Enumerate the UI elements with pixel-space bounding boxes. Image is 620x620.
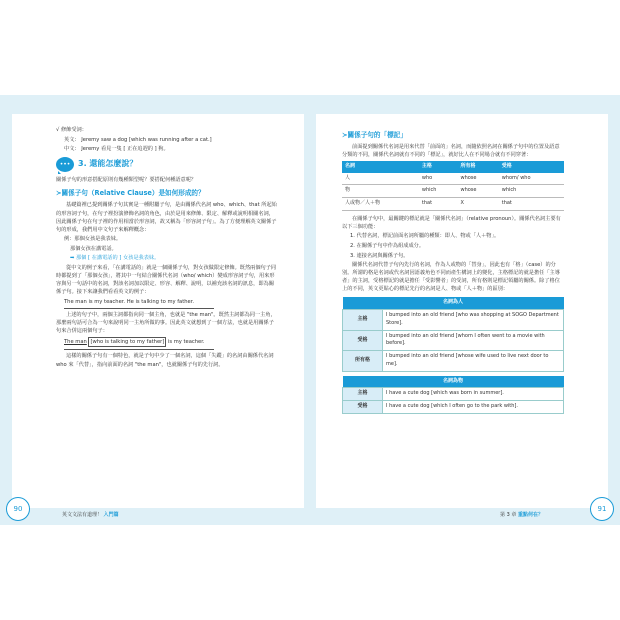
example-label: √ 修飾受詞： <box>56 127 87 133</box>
table-header: 名詞 <box>342 161 419 173</box>
right-page <box>316 114 608 513</box>
paragraph: 在關係子句中，最關鍵的標記就是「關係代名詞」（relative pronoun）。關係代名詞主要有以下三個功能： <box>342 215 561 230</box>
table-caption: 名詞為物 <box>343 376 564 388</box>
chinese-example: 中文： Jeremy 看見一隻 [ 正在追趕的 ] 狗。 <box>64 146 169 153</box>
function-item: 1. 代替名詞，標記前面名詞所屬的種類：即人、物或「人＋物」。 <box>350 233 500 240</box>
subsection-title: ≻關係子句（Relative Clause）是如何形成的？ <box>56 189 205 198</box>
page-number: 90 <box>6 497 30 521</box>
table-row: 主格 I bumped into an old friend [who was shopping at SOGO Department Store]. <box>343 310 564 331</box>
page-number: 91 <box>590 497 614 521</box>
section-title: 3. 還能怎麼說？ <box>78 159 138 169</box>
table-row: 受格 I bumped into an old friend [whom I often went to a movie with before]. <box>343 330 564 351</box>
english-example: 英文： Jeremy saw a dog [which was running after a cat.] <box>64 136 212 143</box>
paragraph: 前面提到關係代名詞是用來代替「前面的」名詞，而隨依照名詞在關係子句中的位置及語意分類的不同，關係代名詞就有不同的「標記」，就好比人在不同場合就有不同穿著： <box>342 144 560 159</box>
speech-bubble-icon: ••• <box>56 157 74 172</box>
table-row: 主格 I have a cute dog [which was born in summer]. <box>343 388 564 401</box>
left-page <box>12 114 304 513</box>
thing-noun-table <box>342 376 564 414</box>
person-noun-table <box>342 297 564 371</box>
function-item: 3. 連接名詞與關係子句。 <box>350 252 409 259</box>
table-caption: 名詞為人 <box>343 297 564 309</box>
example-line: 例：那個女孩是我表妹。 <box>64 236 122 243</box>
example-result: ➡ 那個 [ 在講電話的 ] 女孩是我表妹。 <box>70 255 160 262</box>
table-header: 主格 <box>419 161 458 173</box>
table-row: 人或物／人＋物 that X that <box>342 198 564 211</box>
section-heading <box>56 157 278 172</box>
table-row: 物 which whose which <box>342 185 564 198</box>
right-footer: 第 3 章 重點何在？ <box>500 512 543 518</box>
section-intro: 關係子句的形意搭配原則有幾種類型呢？要搭配何種語意呢？ <box>56 177 197 184</box>
function-item: 2. 在關係子句中作為組成成分。 <box>350 243 425 250</box>
paragraph: 基礎篇裡已提到關係子句其實是一種附屬子句，是由關係代名詞 who、which、that 所起始的形容詞子句，在句子裡扮演修飾名詞的角色，由於是用來修飾、限定、解釋或說明相關名詞，因此關係子句在句子裡的作用相當於形容詞，故又稱為「形容詞子句」。為了方便理解英文關係子句的形成，我們用中文句子來解釋概念： <box>56 202 277 233</box>
table-header: 受格 <box>499 161 564 173</box>
relative-pronoun-table <box>342 161 564 211</box>
table-row: 人 who whose whom/ who <box>342 173 564 185</box>
left-footer: 英文文法有道理！ 入門篇 <box>62 512 119 518</box>
table-row: 受格 I have a cute dog [which I often go to the park with]. <box>343 401 564 414</box>
paragraph: 關係代名詞代替子句內先行的名詞，作為人或物的「替身」，因此也有「格」（case）的分別。所謂的格是名詞或代名詞因語義角色不同而產生構詞上的變化，主格標記的就是擔任「主導者」的主詞，受格標記的就是擔任「受影響者」的受詞，所有格則是標記領屬的關係。除了格位上的不同，英文更貼心的標記先行的名詞是人、物或「人＋物」的區別： <box>342 262 560 293</box>
example-line: 那個女孩在講電話。 <box>70 245 117 252</box>
table-row: 所有格 I bumped into an old friend [whose wife used to live next door to me]. <box>343 351 564 372</box>
example-sentence-2: The man [who is talking to my father] is my teacher. <box>64 337 278 350</box>
paragraph: 從中文的例子來看，「在講電話的」就是一個關係子句，對女孩做限定修飾。既然兩個句子同時都提到了「那個女孩」，將其中一句結合關係代名詞（who/ which）變成形容詞子句，用來形容與另一句話中的名詞，對該名詞加以限定、形容、解釋、說明，以補充該名詞的訊息，即為關係子句。接下來讓我們看看英文的例子： <box>56 264 277 296</box>
table-header: 所有格 <box>457 161 498 173</box>
paragraph: 這樣的關係子句有一個特色，就是子句中少了一個名詞，這個「失蹤」的名詞由關係代名詞 who 來「代替」，指向前面的名詞 "the man"，也就關係子句的先行詞。 <box>56 353 274 368</box>
example-sentence-1: The man is my teacher. He is talking to my father. <box>64 298 278 309</box>
subsection-title: ≻關係子句的「標記」 <box>342 131 407 139</box>
paragraph: 上述的句子中，兩個主詞都指向同一個主角，也就是 "the man"。既然主詞都為同一主角，那麼兩句話可合為一句來說明同一主角所做的事。因此英文就想到了一個方法，也就是用關係子句來合併這兩個句子： <box>56 312 276 335</box>
